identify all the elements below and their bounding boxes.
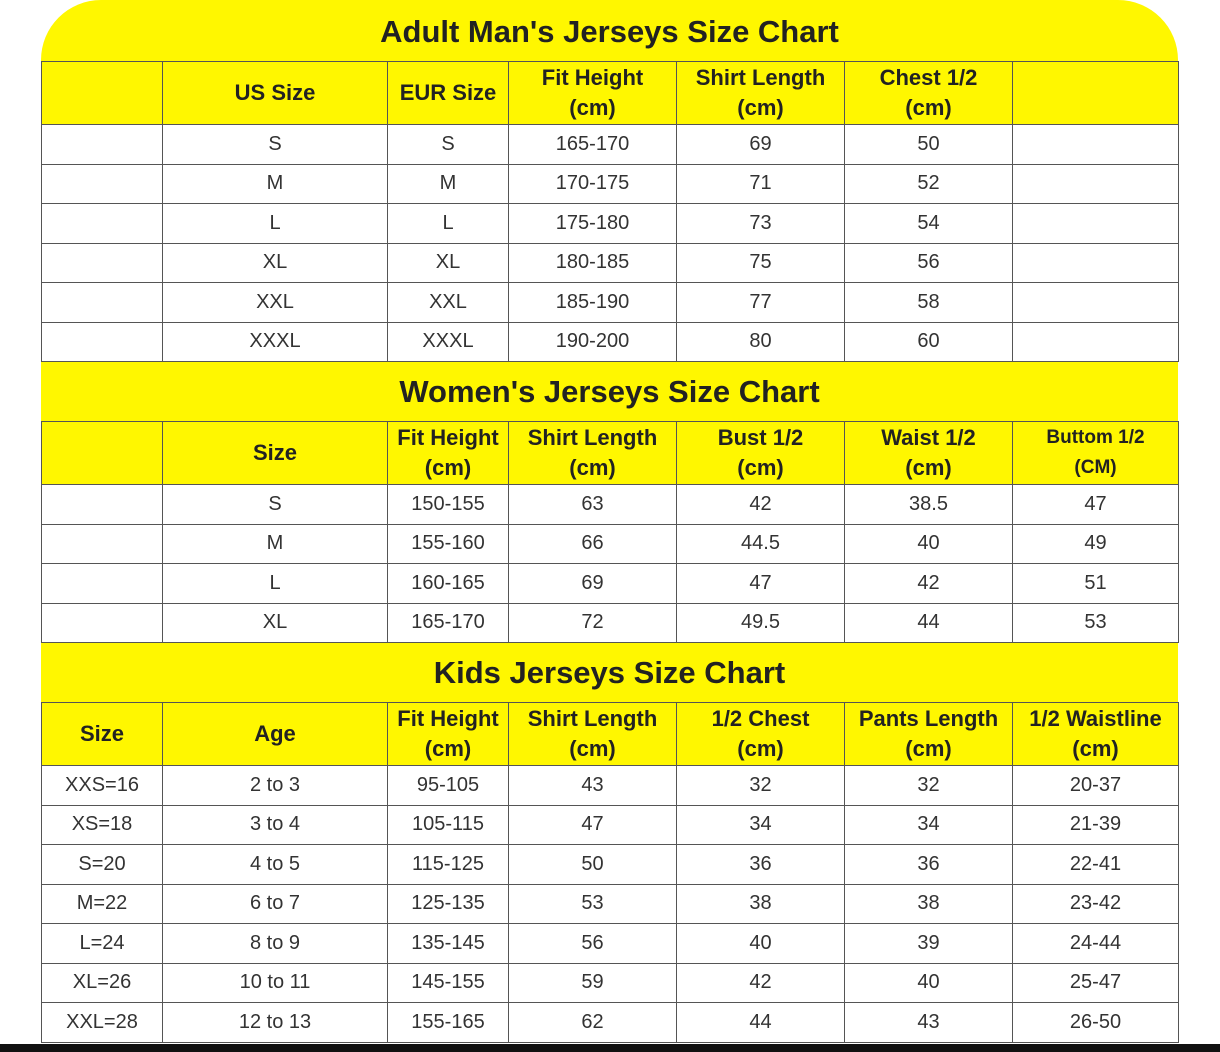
women-cell: 49 <box>1013 524 1179 564</box>
kids-cell: 34 <box>677 805 845 845</box>
men-cell: 58 <box>845 283 1013 323</box>
kids-cell: 145-155 <box>388 963 509 1003</box>
kids-size-table <box>41 702 1179 1043</box>
men-cell: XXXL <box>163 322 388 362</box>
table-row <box>42 845 1179 885</box>
men-cell <box>1013 204 1179 244</box>
kids-cell: M=22 <box>42 884 163 924</box>
men-cell: 80 <box>677 322 845 362</box>
kids-cell: 62 <box>509 1003 677 1043</box>
women-cell: 49.5 <box>677 603 845 643</box>
kids-cell: 8 to 9 <box>163 924 388 964</box>
women-header-row <box>42 422 1179 485</box>
women-cell <box>42 524 163 564</box>
table-row <box>42 924 1179 964</box>
women-cell: 42 <box>677 485 845 525</box>
kids-chart-title: Kids Jerseys Size Chart <box>41 643 1178 702</box>
kids-cell: 95-105 <box>388 766 509 806</box>
men-cell: 190-200 <box>509 322 677 362</box>
women-cell: S <box>163 485 388 525</box>
kids-cell: 32 <box>677 766 845 806</box>
kids-cell: XXS=16 <box>42 766 163 806</box>
kids-header-cell: Age <box>163 703 388 766</box>
kids-cell: 34 <box>845 805 1013 845</box>
women-cell: 165-170 <box>388 603 509 643</box>
kids-cell: 39 <box>845 924 1013 964</box>
kids-cell: 22-41 <box>1013 845 1179 885</box>
men-cell: XL <box>163 243 388 283</box>
kids-cell: S=20 <box>42 845 163 885</box>
kids-cell: 53 <box>509 884 677 924</box>
men-cell: 75 <box>677 243 845 283</box>
size-chart-sheet <box>41 0 1178 1044</box>
men-cell: 56 <box>845 243 1013 283</box>
women-cell: 66 <box>509 524 677 564</box>
kids-cell: 20-37 <box>1013 766 1179 806</box>
kids-cell: 2 to 3 <box>163 766 388 806</box>
women-cell: 40 <box>845 524 1013 564</box>
women-cell: 47 <box>677 564 845 604</box>
table-row <box>42 805 1179 845</box>
kids-header-cell: Size <box>42 703 163 766</box>
women-cell: 150-155 <box>388 485 509 525</box>
kids-header-cell: 1/2 Waistline (cm) <box>1013 703 1179 766</box>
men-cell <box>42 204 163 244</box>
men-cell: 170-175 <box>509 164 677 204</box>
men-header-cell: EUR Size <box>388 62 509 125</box>
kids-cell: 56 <box>509 924 677 964</box>
women-cell: 38.5 <box>845 485 1013 525</box>
table-row <box>42 283 1179 323</box>
table-row <box>42 1003 1179 1043</box>
table-row <box>42 125 1179 165</box>
table-row <box>42 204 1179 244</box>
men-chart-title: Adult Man's Jerseys Size Chart <box>41 0 1178 61</box>
men-cell <box>1013 243 1179 283</box>
kids-cell: 6 to 7 <box>163 884 388 924</box>
men-cell: M <box>163 164 388 204</box>
women-cell: 72 <box>509 603 677 643</box>
men-cell: 77 <box>677 283 845 323</box>
kids-cell: 38 <box>845 884 1013 924</box>
table-row <box>42 884 1179 924</box>
kids-cell: 47 <box>509 805 677 845</box>
kids-cell: 40 <box>677 924 845 964</box>
kids-cell: 24-44 <box>1013 924 1179 964</box>
women-header-cell: Fit Height (cm) <box>388 422 509 485</box>
kids-cell: 50 <box>509 845 677 885</box>
men-cell: 165-170 <box>509 125 677 165</box>
women-cell: 44 <box>845 603 1013 643</box>
women-header-cell: Buttom 1/2 (CM) <box>1013 422 1179 485</box>
kids-header-cell: 1/2 Chest (cm) <box>677 703 845 766</box>
men-cell: 54 <box>845 204 1013 244</box>
women-header-cell: Bust 1/2 (cm) <box>677 422 845 485</box>
table-row <box>42 766 1179 806</box>
men-header-row <box>42 62 1179 125</box>
women-header-cell: Shirt Length (cm) <box>509 422 677 485</box>
women-header-cell <box>42 422 163 485</box>
kids-cell: 26-50 <box>1013 1003 1179 1043</box>
women-cell: 69 <box>509 564 677 604</box>
kids-cell: 36 <box>845 845 1013 885</box>
men-cell: 50 <box>845 125 1013 165</box>
women-cell: 160-165 <box>388 564 509 604</box>
men-cell: 69 <box>677 125 845 165</box>
women-cell: 42 <box>845 564 1013 604</box>
kids-cell: 21-39 <box>1013 805 1179 845</box>
kids-cell: 23-42 <box>1013 884 1179 924</box>
women-cell: 47 <box>1013 485 1179 525</box>
table-row <box>42 485 1179 525</box>
men-cell: 175-180 <box>509 204 677 244</box>
men-cell: XXXL <box>388 322 509 362</box>
men-cell <box>42 283 163 323</box>
kids-cell: 38 <box>677 884 845 924</box>
women-size-table <box>41 421 1179 643</box>
men-cell <box>1013 125 1179 165</box>
kids-header-cell: Shirt Length (cm) <box>509 703 677 766</box>
kids-cell: 10 to 11 <box>163 963 388 1003</box>
kids-cell: 40 <box>845 963 1013 1003</box>
kids-cell: 12 to 13 <box>163 1003 388 1043</box>
kids-cell: 3 to 4 <box>163 805 388 845</box>
women-cell: M <box>163 524 388 564</box>
men-cell: S <box>388 125 509 165</box>
table-row <box>42 603 1179 643</box>
men-cell: 52 <box>845 164 1013 204</box>
men-header-cell: Chest 1/2 (cm) <box>845 62 1013 125</box>
men-cell: 71 <box>677 164 845 204</box>
kids-cell: 42 <box>677 963 845 1003</box>
kids-cell: 44 <box>677 1003 845 1043</box>
men-cell: 185-190 <box>509 283 677 323</box>
kids-cell: 25-47 <box>1013 963 1179 1003</box>
men-header-cell <box>1013 62 1179 125</box>
kids-cell: 155-165 <box>388 1003 509 1043</box>
women-chart-title: Women's Jerseys Size Chart <box>41 362 1178 421</box>
men-cell: 60 <box>845 322 1013 362</box>
kids-cell: XS=18 <box>42 805 163 845</box>
men-cell <box>1013 283 1179 323</box>
men-cell: L <box>388 204 509 244</box>
men-cell <box>42 125 163 165</box>
men-header-cell: US Size <box>163 62 388 125</box>
women-header-cell: Waist 1/2 (cm) <box>845 422 1013 485</box>
kids-cell: 125-135 <box>388 884 509 924</box>
bottom-bar <box>0 1044 1220 1052</box>
men-cell <box>1013 322 1179 362</box>
kids-header-row <box>42 703 1179 766</box>
women-cell: 53 <box>1013 603 1179 643</box>
men-cell <box>42 243 163 283</box>
women-cell: L <box>163 564 388 604</box>
women-cell: 63 <box>509 485 677 525</box>
women-cell: 155-160 <box>388 524 509 564</box>
kids-cell: 105-115 <box>388 805 509 845</box>
women-cell: 44.5 <box>677 524 845 564</box>
men-cell: 73 <box>677 204 845 244</box>
kids-cell: 135-145 <box>388 924 509 964</box>
men-cell: S <box>163 125 388 165</box>
kids-cell: 115-125 <box>388 845 509 885</box>
kids-header-cell: Fit Height (cm) <box>388 703 509 766</box>
men-cell: 180-185 <box>509 243 677 283</box>
men-cell: XL <box>388 243 509 283</box>
men-size-table <box>41 61 1179 362</box>
women-cell: 51 <box>1013 564 1179 604</box>
kids-cell: 43 <box>845 1003 1013 1043</box>
men-cell: M <box>388 164 509 204</box>
kids-cell: 43 <box>509 766 677 806</box>
kids-cell: 59 <box>509 963 677 1003</box>
kids-cell: XXL=28 <box>42 1003 163 1043</box>
men-cell: XXL <box>388 283 509 323</box>
kids-cell: XL=26 <box>42 963 163 1003</box>
table-row <box>42 963 1179 1003</box>
table-row <box>42 322 1179 362</box>
table-row <box>42 524 1179 564</box>
men-header-cell <box>42 62 163 125</box>
women-cell <box>42 603 163 643</box>
table-row <box>42 164 1179 204</box>
kids-cell: 4 to 5 <box>163 845 388 885</box>
women-cell: XL <box>163 603 388 643</box>
women-header-cell: Size <box>163 422 388 485</box>
table-row <box>42 243 1179 283</box>
men-cell <box>42 322 163 362</box>
kids-header-cell: Pants Length (cm) <box>845 703 1013 766</box>
women-cell <box>42 485 163 525</box>
women-cell <box>42 564 163 604</box>
kids-cell: 32 <box>845 766 1013 806</box>
men-cell: XXL <box>163 283 388 323</box>
kids-cell: L=24 <box>42 924 163 964</box>
men-cell <box>1013 164 1179 204</box>
men-header-cell: Fit Height (cm) <box>509 62 677 125</box>
men-cell: L <box>163 204 388 244</box>
table-row <box>42 564 1179 604</box>
kids-cell: 36 <box>677 845 845 885</box>
men-cell <box>42 164 163 204</box>
men-header-cell: Shirt Length (cm) <box>677 62 845 125</box>
